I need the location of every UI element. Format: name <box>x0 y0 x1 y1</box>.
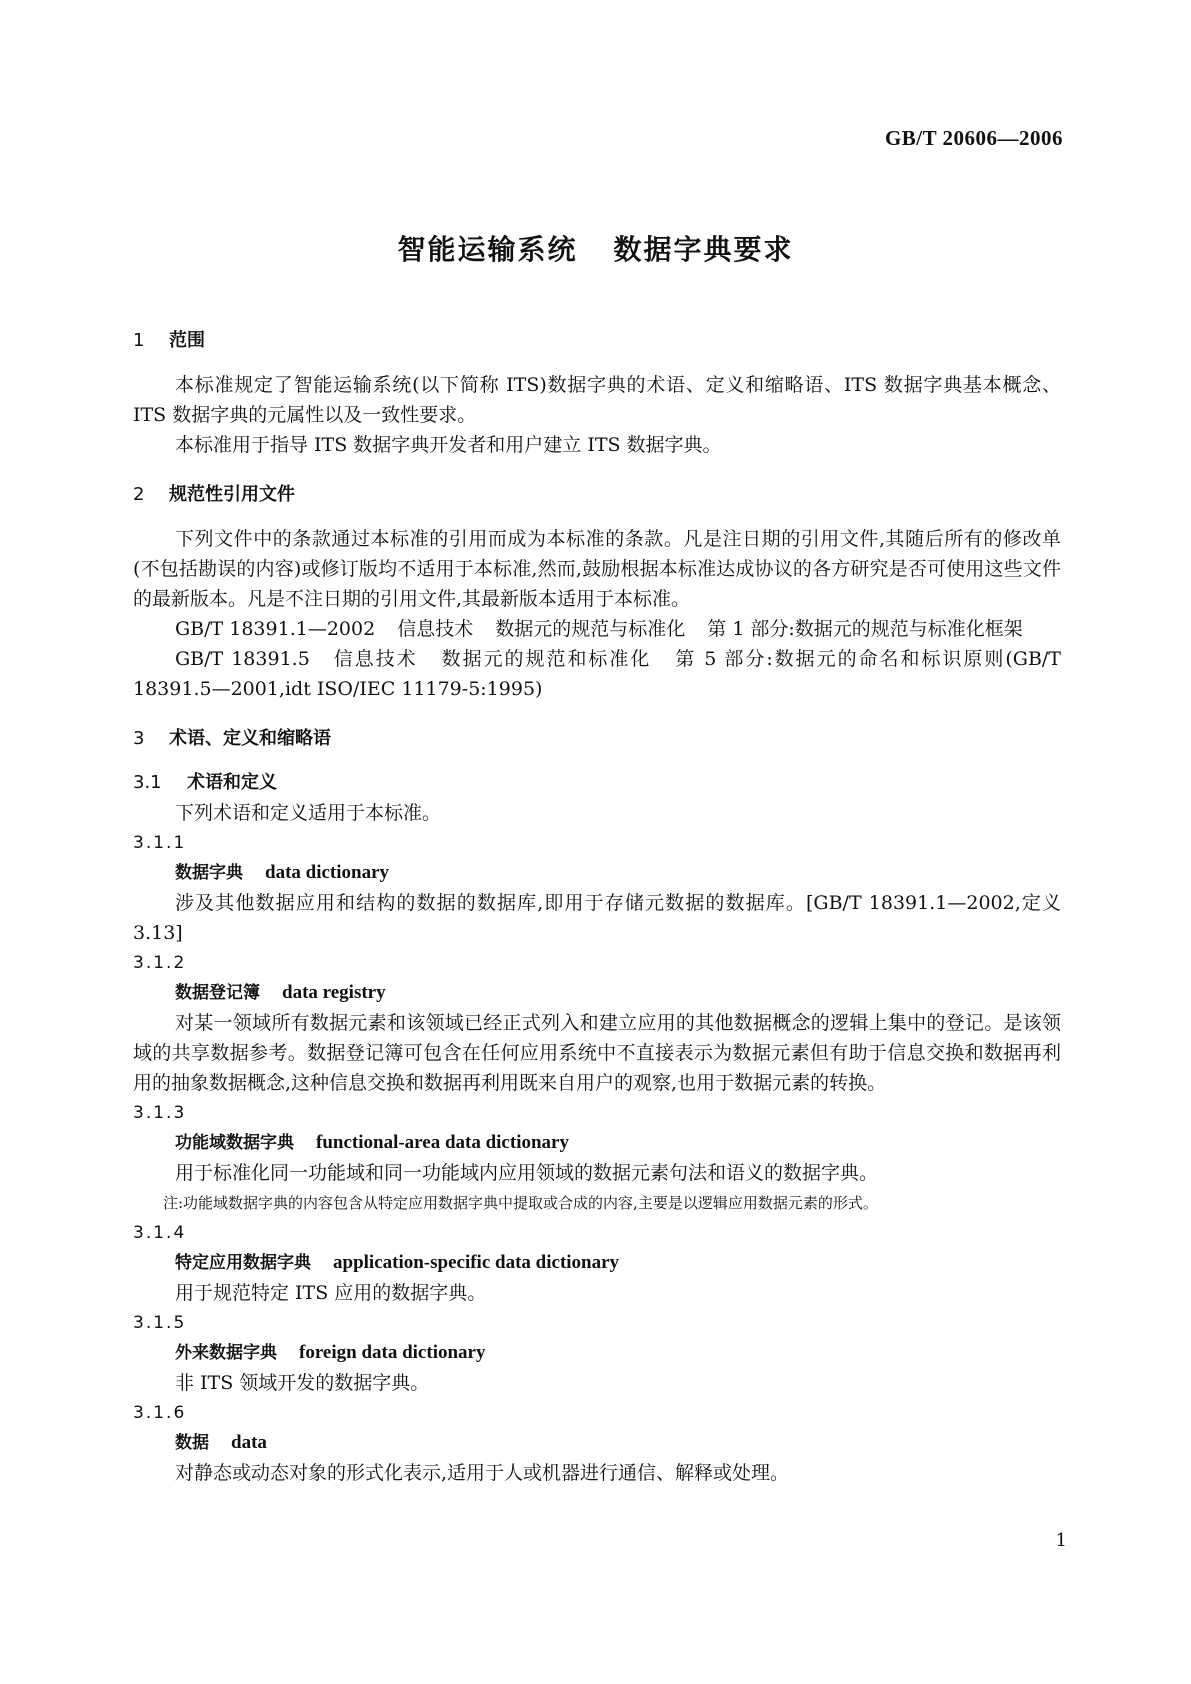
term-heading <box>175 1248 1061 1278</box>
term-en: functional-area data dictionary <box>316 1132 569 1153</box>
term-number: 3.1.2 <box>133 953 187 973</box>
section-number: 2 <box>133 484 145 505</box>
reference-title: 第 1 部分:数据元的规范与标准化框架 <box>707 618 1023 640</box>
reference-item <box>133 614 1061 644</box>
term-zh: 数据 <box>175 1433 209 1453</box>
section-2-heading <box>133 480 1061 510</box>
term-definition: 用于规范特定 ITS 应用的数据字典。 <box>175 1282 487 1304</box>
term-number: 3.1.1 <box>133 833 187 853</box>
section-number: 1 <box>133 330 145 351</box>
section-title: 术语、定义和缩略语 <box>169 728 331 749</box>
term-note: 注:功能域数据字典的内容包含从特定应用数据字典中提取或合成的内容,主要是以逻辑应用数据元素的形式。 <box>163 1194 878 1212</box>
reference-title: 数据元的规范和标准化 <box>439 648 652 670</box>
term-number: 3.1.5 <box>133 1313 187 1333</box>
section-1-heading <box>133 326 1061 356</box>
term-zh: 外来数据字典 <box>175 1343 277 1363</box>
section-number: 3 <box>133 728 145 749</box>
term-definition: 非 ITS 领域开发的数据字典。 <box>175 1372 430 1394</box>
term-en: data dictionary <box>265 862 390 883</box>
page-number: 1 <box>1055 1530 1067 1551</box>
subsection-heading <box>133 768 1061 798</box>
reference-title: 数据元的规范与标准化 <box>495 618 686 640</box>
term-en: data registry <box>282 982 386 1003</box>
title-part-2: 数据字典要求 <box>613 233 794 266</box>
reference-code: GB/T 18391.1—2002 <box>175 618 376 640</box>
term-definition: 用于标准化同一功能域和同一功能域内应用领域的数据元素句法和语义的数据字典。 <box>175 1162 879 1184</box>
reference-title: 信息技术 <box>397 618 474 640</box>
term-zh: 功能域数据字典 <box>175 1133 294 1153</box>
term-heading <box>175 978 1061 1008</box>
term-number: 3.1.4 <box>133 1223 187 1243</box>
term-number: 3.1.6 <box>133 1403 187 1423</box>
term-number: 3.1.3 <box>133 1103 187 1123</box>
section-title: 规范性引用文件 <box>169 484 295 505</box>
term-heading <box>175 858 1061 888</box>
paragraph: 本标准规定了智能运输系统(以下简称 ITS)数据字典的术语、定义和缩略语、ITS 数据字典基本概念、ITS 数据字典的元属性以及一致性要求。 <box>133 374 1061 426</box>
paragraph: 下列文件中的条款通过本标准的引用而成为本标准的条款。凡是注日期的引用文件,其随后所有的修改单(不包括勘误的内容)或修订版均不适用于本标准,然而,鼓励根据本标准达成协议的各方研究是否可使用这些文件的最新版本。凡是不注日期的引用文件,其最新版本适用于本标准。 <box>133 528 1061 610</box>
term-definition: 对某一领域所有数据元素和该领域已经正式列入和建立应用的其他数据概念的逻辑上集中的登记。是该领域的共享数据参考。数据登记簿可包含在任何应用系统中不直接表示为数据元素但有助于信息交换和数据再利用的抽象数据概念,这种信息交换和数据再利用既来自用户的观察,也用于数据元素的转换。 <box>133 1012 1061 1094</box>
term-en: foreign data dictionary <box>299 1342 486 1363</box>
term-en: application-specific data dictionary <box>333 1252 620 1273</box>
page-title <box>0 228 1191 268</box>
document-body <box>133 326 1061 1488</box>
reference-title: 第 5 部分:数据元的命名和标识原则(GB/T 18391.5—2001,idt ISO/IEC 11179-5:1995) <box>133 648 1061 700</box>
reference-code: GB/T 18391.5 <box>175 648 310 670</box>
term-zh: 数据字典 <box>175 863 243 883</box>
term-zh: 特定应用数据字典 <box>175 1253 311 1273</box>
reference-title: 信息技术 <box>331 648 418 670</box>
subsection-title: 术语和定义 <box>187 772 277 793</box>
paragraph: 本标准用于指导 ITS 数据字典开发者和用户建立 ITS 数据字典。 <box>175 434 722 456</box>
reference-item <box>133 644 1061 704</box>
term-zh: 数据登记簿 <box>175 983 260 1003</box>
term-heading <box>175 1428 1061 1458</box>
standard-number: GB/T 20606—2006 <box>884 126 1063 150</box>
term-en: data <box>231 1432 267 1453</box>
title-part-1: 智能运输系统 <box>397 233 578 266</box>
subsection-number: 3.1 <box>133 772 162 793</box>
term-definition: 对静态或动态对象的形式化表示,适用于人或机器进行通信、解释或处理。 <box>175 1462 790 1484</box>
term-heading <box>175 1338 1061 1368</box>
term-definition: 涉及其他数据应用和结构的数据的数据库,即用于存储元数据的数据库。[GB/T 18391.1—2002,定义 3.13] <box>133 892 1061 944</box>
section-3-heading <box>133 724 1061 754</box>
term-heading <box>175 1128 1061 1158</box>
paragraph: 下列术语和定义适用于本标准。 <box>175 802 442 824</box>
section-title: 范围 <box>169 330 205 351</box>
